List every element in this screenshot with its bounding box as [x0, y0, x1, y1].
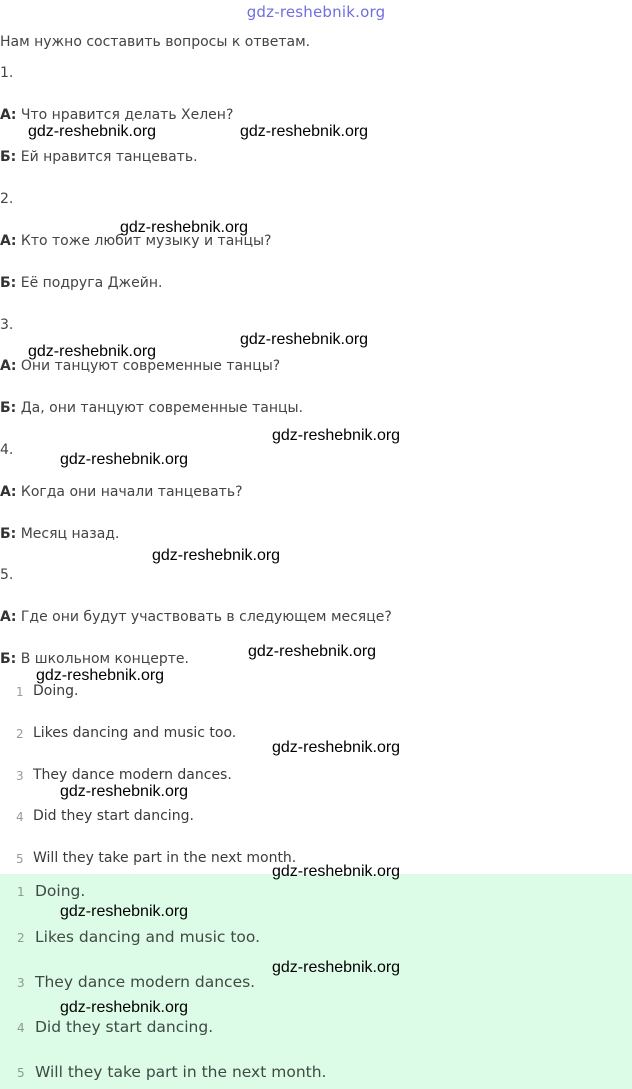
question-text: Кто тоже любит музыку и танцы? [16, 233, 272, 249]
speaker-a-label: А: [0, 107, 17, 123]
item-number: 1 [16, 685, 24, 699]
watermark: gdz-reshebnik.org [272, 959, 401, 976]
watermark: gdz-reshebnik.org [36, 667, 165, 684]
item-text: They dance modern dances. [33, 767, 232, 783]
answer-text: Да, они танцуют современные танцы. [16, 400, 304, 416]
dialogue-question [0, 609, 392, 625]
speaker-a-label: А: [0, 358, 17, 374]
question-text: Что нравится делать Хелен? [16, 107, 234, 123]
item-number: 5 [17, 1066, 25, 1080]
answer-text: В школьном концерте. [16, 651, 189, 667]
dialogue-number: 5. [0, 567, 14, 583]
dialogue-answer [0, 651, 189, 667]
item-text: Will they take part in the next month. [33, 850, 297, 866]
speaker-b-label: Б: [0, 651, 17, 667]
speaker-b-label: Б: [0, 275, 17, 291]
item-number: 4 [16, 810, 24, 824]
item-number: 1 [17, 885, 25, 899]
answer-text: Её подруга Джейн. [16, 275, 163, 291]
item-text: Likes dancing and music too. [33, 725, 237, 741]
watermark: gdz-reshebnik.org [60, 999, 189, 1016]
dialogue-question [0, 484, 243, 500]
dialogue-question [0, 107, 233, 123]
answer-text: Месяц назад. [16, 526, 120, 542]
dialogue-answer [0, 149, 198, 165]
item-number: 4 [17, 1021, 25, 1035]
speaker-b-label: Б: [0, 149, 17, 165]
watermark: gdz-reshebnik.org [60, 451, 189, 468]
watermark: gdz-reshebnik.org [240, 123, 369, 140]
watermark: gdz-reshebnik.org [240, 331, 369, 348]
watermark: gdz-reshebnik.org [28, 123, 157, 140]
dialogue-answer [0, 400, 303, 416]
watermark: gdz-reshebnik.org [272, 427, 401, 444]
dialogue-answer [0, 275, 162, 291]
dialogue-number: 4. [0, 442, 14, 458]
answer-text: Ей нравится танцевать. [16, 149, 198, 165]
watermark: gdz-reshebnik.org [272, 863, 401, 880]
watermark: gdz-reshebnik.org [28, 343, 157, 360]
watermark: gdz-reshebnik.org [120, 219, 249, 236]
item-text: Did they start dancing. [35, 1018, 214, 1036]
item-number: 3 [16, 769, 24, 783]
dialogue-answer [0, 526, 119, 542]
watermark: gdz-reshebnik.org [248, 643, 377, 660]
item-text: They dance modern dances. [35, 973, 256, 991]
speaker-b-label: Б: [0, 400, 17, 416]
question-text: Они танцуют современные танцы? [16, 358, 281, 374]
item-text: Likes dancing and music too. [35, 928, 261, 946]
speaker-a-label: А: [0, 233, 17, 249]
item-text: Doing. [35, 882, 86, 900]
watermark: gdz-reshebnik.org [60, 783, 189, 800]
site-title[interactable]: gdz-reshebnik.org [246, 3, 386, 21]
watermark: gdz-reshebnik.org [152, 547, 281, 564]
speaker-b-label: Б: [0, 526, 17, 542]
item-number: 2 [16, 727, 24, 741]
item-number: 3 [17, 976, 25, 990]
speaker-a-label: А: [0, 609, 17, 625]
item-text: Doing. [33, 683, 79, 699]
item-number: 5 [16, 852, 24, 866]
dialogue-number: 1. [0, 65, 14, 81]
speaker-a-label: А: [0, 484, 17, 500]
question-text: Когда они начали танцевать? [16, 484, 243, 500]
dialogue-number: 2. [0, 191, 14, 207]
item-text: Will they take part in the next month. [35, 1063, 327, 1081]
watermark: gdz-reshebnik.org [60, 903, 189, 920]
item-text: Did they start dancing. [33, 808, 194, 824]
task-intro: Нам нужно составить вопросы к ответам. [0, 34, 311, 50]
question-text: Где они будут участвовать в следующем месяце? [16, 609, 392, 625]
item-number: 2 [17, 931, 25, 945]
dialogue-number: 3. [0, 317, 14, 333]
watermark: gdz-reshebnik.org [272, 739, 401, 756]
